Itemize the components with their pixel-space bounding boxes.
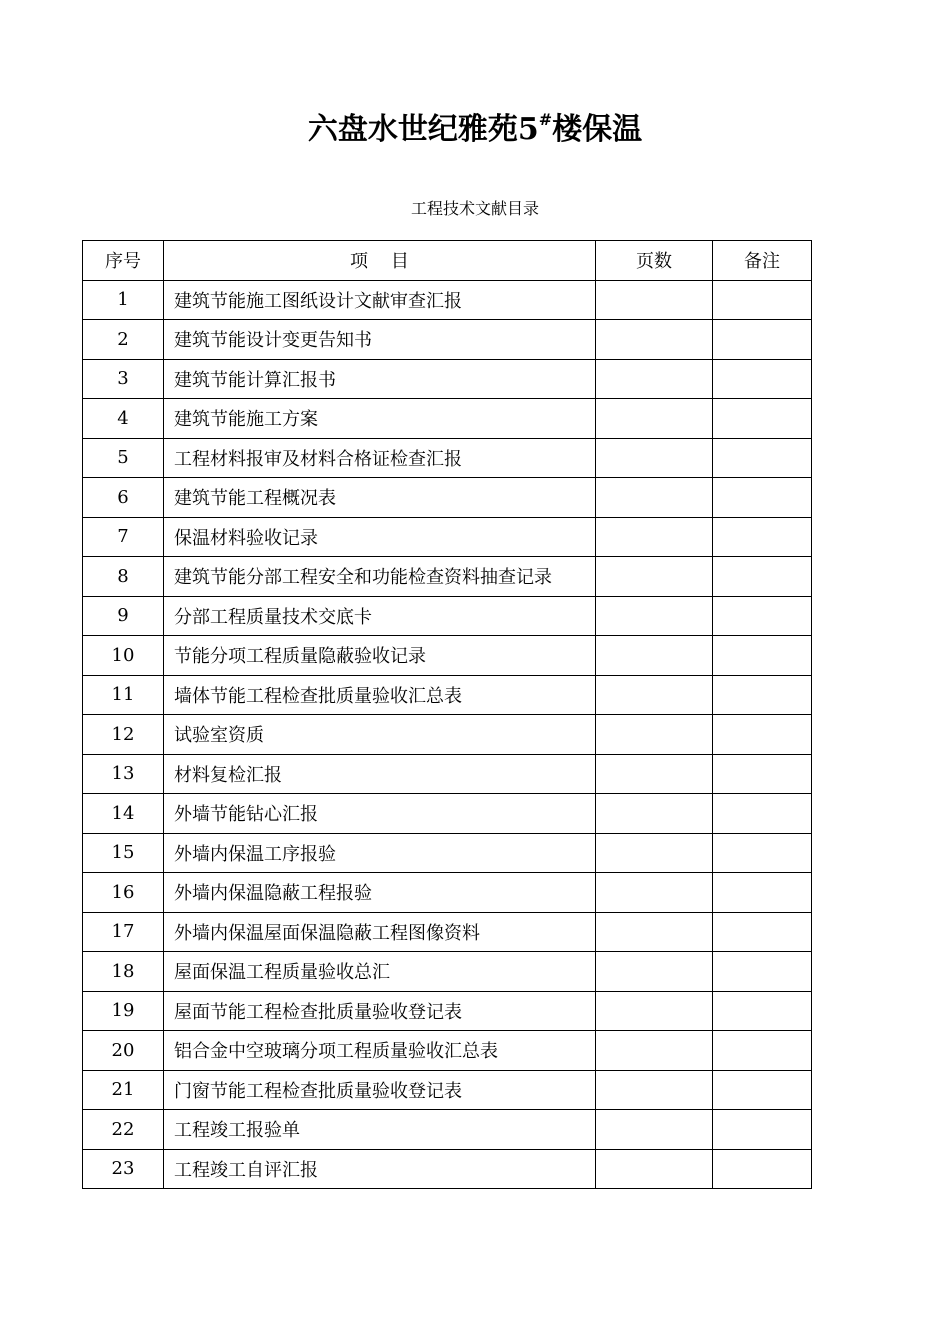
table-row — [83, 596, 812, 636]
row-pages-cell — [596, 517, 713, 557]
row-number-cell: 4 — [83, 399, 164, 439]
row-remarks-cell — [713, 478, 812, 518]
row-pages-cell — [596, 280, 713, 320]
table-row — [83, 1070, 812, 1110]
title-superscript: # — [538, 110, 553, 129]
header-remarks: 备注 — [713, 241, 812, 281]
table-row — [83, 833, 812, 873]
row-number-cell: 5 — [83, 438, 164, 478]
table-row — [83, 359, 812, 399]
table-row — [83, 873, 812, 913]
row-number-cell: 8 — [83, 557, 164, 597]
table-row — [83, 557, 812, 597]
row-number-cell: 10 — [83, 636, 164, 676]
table-row — [83, 952, 812, 992]
row-pages-cell — [596, 1070, 713, 1110]
row-item-cell: 节能分项工程质量隐蔽验收记录 — [164, 636, 596, 676]
row-number-cell: 6 — [83, 478, 164, 518]
row-item-cell: 建筑节能施工图纸设计文献审查汇报 — [164, 280, 596, 320]
row-item-cell: 试验室资质 — [164, 715, 596, 755]
row-item-cell: 工程材料报审及材料合格证检查汇报 — [164, 438, 596, 478]
row-item-cell: 门窗节能工程检查批质量验收登记表 — [164, 1070, 596, 1110]
row-remarks-cell — [713, 912, 812, 952]
row-remarks-cell — [713, 1149, 812, 1189]
row-item-cell: 分部工程质量技术交底卡 — [164, 596, 596, 636]
row-remarks-cell — [713, 794, 812, 834]
row-remarks-cell — [713, 557, 812, 597]
row-remarks-cell — [713, 1031, 812, 1071]
row-item-cell: 建筑节能分部工程安全和功能检查资料抽查记录 — [164, 557, 596, 597]
row-remarks-cell — [713, 359, 812, 399]
row-remarks-cell — [713, 1110, 812, 1150]
table-body — [83, 280, 812, 1189]
row-number-cell: 23 — [83, 1149, 164, 1189]
row-remarks-cell — [713, 833, 812, 873]
title-rest: 楼保温 — [552, 112, 643, 147]
row-pages-cell — [596, 438, 713, 478]
row-number-cell: 13 — [83, 754, 164, 794]
table-row — [83, 438, 812, 478]
row-number-cell: 7 — [83, 517, 164, 557]
table-row — [83, 794, 812, 834]
table-row — [83, 754, 812, 794]
row-number-cell: 16 — [83, 873, 164, 913]
table-row — [83, 675, 812, 715]
table-row — [83, 1149, 812, 1189]
row-pages-cell — [596, 675, 713, 715]
title-main: 六盘水世纪雅苑 — [307, 112, 518, 147]
row-remarks-cell — [713, 1070, 812, 1110]
contents-table — [82, 240, 812, 1189]
row-item-cell: 外墙内保温隐蔽工程报验 — [164, 873, 596, 913]
row-number-cell: 22 — [83, 1110, 164, 1150]
row-remarks-cell — [713, 873, 812, 913]
table-row — [83, 912, 812, 952]
row-number-cell: 19 — [83, 991, 164, 1031]
table-header-row — [83, 241, 812, 281]
row-remarks-cell — [713, 596, 812, 636]
row-remarks-cell — [713, 952, 812, 992]
row-number-cell: 15 — [83, 833, 164, 873]
row-pages-cell — [596, 754, 713, 794]
row-remarks-cell — [713, 636, 812, 676]
row-pages-cell — [596, 912, 713, 952]
page-title — [0, 108, 950, 152]
row-remarks-cell — [713, 517, 812, 557]
row-pages-cell — [596, 873, 713, 913]
row-number-cell: 9 — [83, 596, 164, 636]
document-subtitle: 工程技术文献目录 — [410, 199, 539, 218]
row-remarks-cell — [713, 280, 812, 320]
row-number-cell: 20 — [83, 1031, 164, 1071]
row-number-cell: 14 — [83, 794, 164, 834]
row-pages-cell — [596, 557, 713, 597]
row-pages-cell — [596, 636, 713, 676]
row-pages-cell — [596, 399, 713, 439]
row-number-cell: 12 — [83, 715, 164, 755]
table-row — [83, 320, 812, 360]
row-remarks-cell — [713, 320, 812, 360]
row-remarks-cell — [713, 675, 812, 715]
row-pages-cell — [596, 952, 713, 992]
table-row — [83, 399, 812, 439]
table-row — [83, 280, 812, 320]
header-num: 序号 — [83, 241, 164, 281]
row-item-cell: 铝合金中空玻璃分项工程质量验收汇总表 — [164, 1031, 596, 1071]
row-number-cell: 17 — [83, 912, 164, 952]
row-item-cell: 建筑节能计算汇报书 — [164, 359, 596, 399]
row-number-cell: 11 — [83, 675, 164, 715]
row-number-cell: 3 — [83, 359, 164, 399]
row-remarks-cell — [713, 399, 812, 439]
row-item-cell: 工程竣工报验单 — [164, 1110, 596, 1150]
row-pages-cell — [596, 320, 713, 360]
table-row — [83, 1110, 812, 1150]
row-item-cell: 建筑节能设计变更告知书 — [164, 320, 596, 360]
table-row — [83, 1031, 812, 1071]
row-item-cell: 外墙内保温工序报验 — [164, 833, 596, 873]
row-remarks-cell — [713, 754, 812, 794]
row-item-cell: 外墙节能钻心汇报 — [164, 794, 596, 834]
row-pages-cell — [596, 359, 713, 399]
row-item-cell: 建筑节能工程概况表 — [164, 478, 596, 518]
table-row — [83, 636, 812, 676]
row-item-cell: 墙体节能工程检查批质量验收汇总表 — [164, 675, 596, 715]
row-pages-cell — [596, 715, 713, 755]
title-number: 5 — [517, 112, 539, 147]
row-item-cell: 保温材料验收记录 — [164, 517, 596, 557]
row-item-cell: 屋面保温工程质量验收总汇 — [164, 952, 596, 992]
row-pages-cell — [596, 1149, 713, 1189]
row-item-cell: 建筑节能施工方案 — [164, 399, 596, 439]
row-item-cell: 屋面节能工程检查批质量验收登记表 — [164, 991, 596, 1031]
row-item-cell: 外墙内保温屋面保温隐蔽工程图像资料 — [164, 912, 596, 952]
row-pages-cell — [596, 794, 713, 834]
table-row — [83, 991, 812, 1031]
table-row — [83, 715, 812, 755]
table-row — [83, 517, 812, 557]
row-remarks-cell — [713, 438, 812, 478]
row-number-cell: 18 — [83, 952, 164, 992]
row-remarks-cell — [713, 991, 812, 1031]
row-remarks-cell — [713, 715, 812, 755]
row-item-cell: 材料复检汇报 — [164, 754, 596, 794]
row-pages-cell — [596, 1031, 713, 1071]
row-number-cell: 1 — [83, 280, 164, 320]
row-pages-cell — [596, 991, 713, 1031]
row-item-cell: 工程竣工自评汇报 — [164, 1149, 596, 1189]
row-pages-cell — [596, 1110, 713, 1150]
table-row — [83, 478, 812, 518]
row-number-cell: 21 — [83, 1070, 164, 1110]
row-number-cell: 2 — [83, 320, 164, 360]
row-pages-cell — [596, 478, 713, 518]
header-item: 项 目 — [164, 241, 596, 281]
row-pages-cell — [596, 596, 713, 636]
row-pages-cell — [596, 833, 713, 873]
header-pages: 页数 — [596, 241, 713, 281]
